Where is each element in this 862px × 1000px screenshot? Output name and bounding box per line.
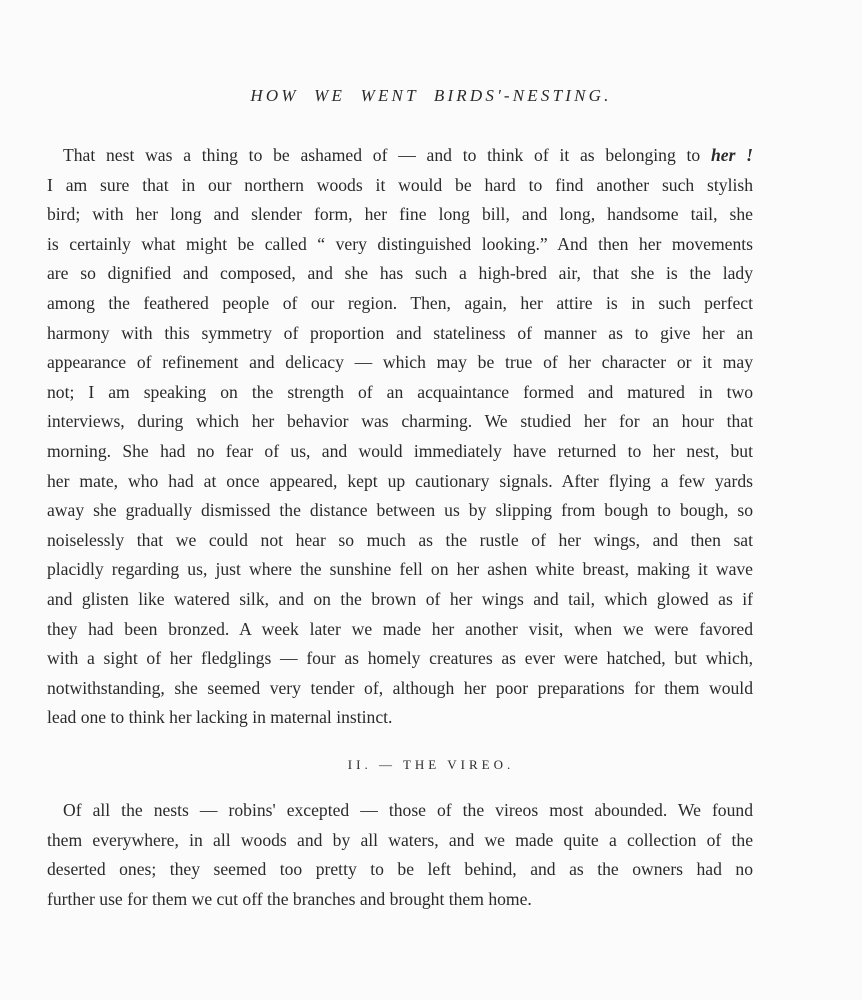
text-line: with a sight of her fledglings — four as homely creatures as ever were hatched, but which, — [47, 648, 753, 669]
paragraph-wren-nest — [47, 141, 753, 733]
text-line: bird; with her long and slender form, her fine long bill, and long, handsome tail, she — [47, 204, 753, 225]
text-line: among the feathered people of our region. Then, again, her attire is in such perfect — [47, 292, 753, 313]
text-line: interviews, during which her behavior was charming. We studied her for an hour that — [47, 411, 753, 432]
text-line: them everywhere, in all woods and by all waters, and we made quite a collection of the — [47, 829, 753, 850]
text-line: appearance of refinement and delicacy — which may be true of her character or it may — [47, 352, 753, 373]
text-line: deserted ones; they seemed too pretty to be left behind, and as the owners had no — [47, 859, 753, 880]
paragraph-vireo — [47, 796, 753, 914]
text-line: Of all the nests — robins' excepted — those of the vireos most abounded. We found — [63, 800, 753, 820]
text-line: away she gradually dismissed the distance between us by slipping from bough to bough, so — [47, 500, 753, 521]
text-line: further use for them we cut off the branches and brought them home. — [47, 888, 532, 909]
text-line: placidly regarding us, just where the sunshine fell on her ashen white breast, making it wave — [47, 559, 753, 580]
emphasized-word: her ! — [710, 145, 754, 165]
text-line: her mate, who had at once appeared, kept up cautionary signals. After flying a few yards — [47, 470, 753, 491]
text-line: morning. She had no fear of us, and would immediately have returned to her nest, but — [47, 440, 753, 461]
text-line-start: That nest was a thing to be ashamed of — and to think of it as belonging to — [63, 145, 711, 165]
text-line: are so dignified and composed, and she has such a high-bred air, that she is the lady — [47, 263, 753, 284]
text-line: not; I am speaking on the strength of an acquaintance formed and matured in two — [47, 381, 753, 402]
text-line: notwithstanding, she seemed very tender of, although her poor preparations for them would — [47, 677, 753, 698]
text-line: is certainly what might be called “ very distinguished looking.” And then her movements — [47, 233, 753, 254]
running-head: HOW WE WENT BIRDS'-NESTING. — [250, 86, 612, 105]
text-line: harmony with this symmetry of proportion and stateliness of manner as to give her an — [47, 322, 753, 343]
text-line: noiselessly that we could not hear so much as the rustle of her wings, and then sat — [47, 529, 753, 550]
text-line: I am sure that in our northern woods it would be hard to find another such stylish — [47, 174, 753, 195]
text-line: and glisten like watered silk, and on the brown of her wings and tail, which glowed as if — [47, 588, 753, 609]
text-line: they had been bronzed. A week later we made her another visit, when we were favored — [47, 618, 753, 639]
section-heading: II. — THE VIREO. — [347, 757, 515, 772]
text-line — [47, 141, 753, 171]
text-line: lead one to think her lacking in maternal instinct. — [47, 707, 393, 728]
